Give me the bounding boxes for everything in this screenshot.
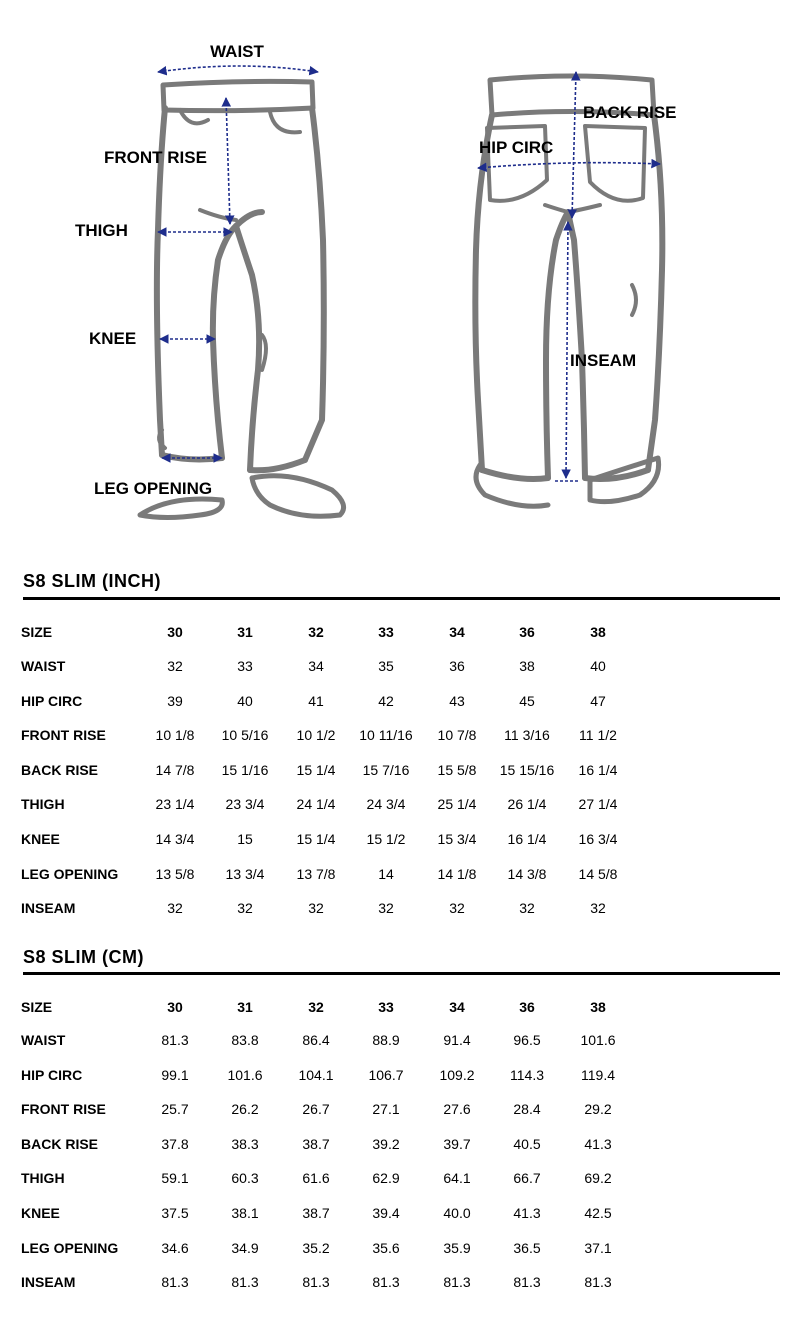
table-row xyxy=(0,787,803,821)
row-label: KNEE xyxy=(21,831,60,847)
table-cell: 119.4 xyxy=(581,1066,615,1083)
table-cell: 25.7 xyxy=(161,1101,189,1118)
table-cell: 23 3/4 xyxy=(225,796,265,813)
size-cell: 36 xyxy=(519,624,535,640)
table-cell: 45 xyxy=(519,692,535,709)
table-cell: 38.7 xyxy=(302,1205,330,1221)
table-row xyxy=(0,649,803,683)
table-cell: 109.2 xyxy=(439,1066,475,1083)
size-cell: 38 xyxy=(590,624,606,640)
table-cell: 64.1 xyxy=(443,1170,471,1187)
table-cell: 32 xyxy=(519,900,535,917)
table-cell: 37.1 xyxy=(584,1239,612,1256)
table-cell: 35.9 xyxy=(443,1239,471,1256)
back-rise-label: BACK RISE xyxy=(583,103,677,122)
table-cell: 106.7 xyxy=(368,1066,404,1083)
row-label: HIP CIRC xyxy=(21,1066,83,1083)
row-label: BACK RISE xyxy=(21,1135,99,1152)
table-cell: 38.1 xyxy=(231,1205,259,1221)
table-cell: 15 15/16 xyxy=(499,761,555,778)
size-label: SIZE xyxy=(21,999,53,1015)
table-cell: 41.3 xyxy=(513,1205,541,1221)
row-label: HIP CIRC xyxy=(21,692,83,709)
table-cell: 34 xyxy=(308,658,324,674)
table-cell: 14 1/8 xyxy=(437,865,477,882)
table-cell: 34.6 xyxy=(161,1239,189,1256)
table-header-row xyxy=(0,990,803,1024)
inch-table-title: S8 SLIM (INCH) xyxy=(23,571,162,591)
back-rise-arrow xyxy=(572,72,576,218)
thigh-label: THIGH xyxy=(75,221,128,240)
table-cell: 114.3 xyxy=(510,1066,544,1083)
table-cell: 36 xyxy=(449,658,465,674)
table-cell: 24 3/4 xyxy=(366,796,406,813)
table-cell: 91.4 xyxy=(443,1032,471,1048)
table-cell: 86.4 xyxy=(302,1032,330,1048)
table-cell: 13 7/8 xyxy=(296,865,336,882)
table-cell: 15 1/16 xyxy=(221,761,269,778)
table-cell: 35.2 xyxy=(302,1239,330,1256)
table-cell: 38 xyxy=(519,658,535,674)
table-cell: 81.3 xyxy=(513,1274,541,1291)
table-row xyxy=(0,753,803,787)
table-cell: 27.1 xyxy=(372,1101,400,1118)
table-cell: 16 1/4 xyxy=(578,761,618,778)
inseam-label: INSEAM xyxy=(570,351,637,370)
table-cell: 40 xyxy=(237,692,253,709)
table-cell: 40.5 xyxy=(513,1135,541,1152)
table-row xyxy=(0,891,803,925)
row-label: WAIST xyxy=(21,658,66,674)
table-cell: 26.2 xyxy=(231,1101,259,1118)
table-cell: 36.5 xyxy=(513,1239,541,1256)
table-cell: 96.5 xyxy=(513,1032,541,1048)
table-cell: 35 xyxy=(378,658,394,674)
table-cell: 13 3/4 xyxy=(225,865,265,882)
table-cell: 32 xyxy=(237,900,253,917)
size-label: SIZE xyxy=(21,624,53,640)
size-cell: 32 xyxy=(308,999,324,1015)
table-cell: 101.6 xyxy=(580,1032,616,1048)
table-row xyxy=(0,718,803,752)
table-cell: 42 xyxy=(378,692,394,709)
table-cell: 42.5 xyxy=(584,1205,612,1221)
table-cell: 37.8 xyxy=(161,1135,189,1152)
table-cell: 37.5 xyxy=(161,1205,189,1221)
table-cell: 81.3 xyxy=(302,1274,330,1291)
size-cell: 30 xyxy=(167,999,183,1015)
size-cell: 31 xyxy=(237,999,253,1015)
table-cell: 38.3 xyxy=(231,1135,259,1152)
cm-table-title: S8 SLIM (CM) xyxy=(23,947,144,967)
table-cell: 15 1/4 xyxy=(296,761,336,778)
table-row xyxy=(0,1092,803,1126)
waist-label: WAIST xyxy=(210,42,264,61)
row-label: FRONT RISE xyxy=(21,1101,106,1118)
table-cell: 29.2 xyxy=(584,1101,612,1118)
table-row xyxy=(0,1265,803,1299)
row-label: WAIST xyxy=(21,1032,66,1048)
table-cell: 41 xyxy=(308,692,324,709)
table-cell: 10 1/2 xyxy=(296,727,336,744)
table-cell: 47 xyxy=(590,692,606,709)
table-cell: 11 3/16 xyxy=(504,727,550,744)
table-row xyxy=(0,1058,803,1092)
table-cell: 32 xyxy=(167,900,183,917)
table-cell: 39.7 xyxy=(443,1135,471,1152)
hip-circ-arrow xyxy=(478,163,660,168)
table-cell: 16 1/4 xyxy=(507,831,547,847)
table-cell: 26.7 xyxy=(302,1101,330,1118)
table-cell: 24 1/4 xyxy=(296,796,336,813)
table-cell: 81.3 xyxy=(372,1274,400,1291)
row-label: FRONT RISE xyxy=(21,727,106,744)
table-cell: 81.3 xyxy=(584,1274,612,1291)
table-cell: 10 1/8 xyxy=(155,727,195,744)
table-header-row xyxy=(0,615,803,649)
table-cell: 83.8 xyxy=(231,1032,259,1048)
inseam-arrow xyxy=(566,222,568,478)
table-cell: 15 1/4 xyxy=(296,831,336,847)
table-cell: 81.3 xyxy=(231,1274,259,1291)
row-label: INSEAM xyxy=(21,1274,76,1291)
table-cell: 14 7/8 xyxy=(155,761,195,778)
table-row xyxy=(0,857,803,891)
cm-table-rule xyxy=(23,972,780,975)
table-cell: 32 xyxy=(590,900,606,917)
table-cell: 15 xyxy=(237,831,253,847)
table-cell: 43 xyxy=(449,692,465,709)
row-label: LEG OPENING xyxy=(21,1239,119,1256)
table-cell: 25 1/4 xyxy=(437,796,477,813)
table-row xyxy=(0,684,803,718)
size-cell: 33 xyxy=(378,624,394,640)
table-cell: 32 xyxy=(378,900,394,917)
size-cell: 30 xyxy=(167,624,183,640)
table-cell: 104.1 xyxy=(298,1066,334,1083)
table-cell: 14 3/4 xyxy=(155,831,195,847)
table-cell: 23 1/4 xyxy=(155,796,195,813)
front-rise-arrow xyxy=(226,98,230,224)
table-cell: 15 5/8 xyxy=(437,761,477,778)
table-cell: 15 3/4 xyxy=(437,831,477,847)
row-label: BACK RISE xyxy=(21,761,99,778)
table-row xyxy=(0,1127,803,1161)
size-cell: 34 xyxy=(449,624,465,640)
table-cell: 10 7/8 xyxy=(437,727,477,744)
table-cell: 99.1 xyxy=(161,1066,189,1083)
table-cell: 41.3 xyxy=(584,1135,612,1152)
table-cell: 16 3/4 xyxy=(578,831,618,847)
table-cell: 15 1/2 xyxy=(366,831,406,847)
row-label: THIGH xyxy=(21,1170,65,1187)
front-pants-illustration xyxy=(140,81,344,517)
leg-opening-label: LEG OPENING xyxy=(94,479,213,498)
size-cell: 31 xyxy=(237,624,253,640)
table-cell: 81.3 xyxy=(161,1032,189,1048)
table-cell: 59.1 xyxy=(161,1170,189,1187)
table-cell: 61.6 xyxy=(302,1170,330,1187)
size-cell: 32 xyxy=(308,624,324,640)
table-cell: 39.2 xyxy=(372,1135,400,1152)
knee-label: KNEE xyxy=(89,329,137,348)
row-label: LEG OPENING xyxy=(21,865,119,882)
table-cell: 40.0 xyxy=(443,1205,471,1221)
size-cell: 34 xyxy=(449,999,465,1015)
table-cell: 101.6 xyxy=(227,1066,263,1083)
table-cell: 10 5/16 xyxy=(221,727,269,744)
table-cell: 60.3 xyxy=(231,1170,259,1187)
table-cell: 81.3 xyxy=(443,1274,471,1291)
table-cell: 40 xyxy=(590,658,606,674)
size-cell: 36 xyxy=(519,999,535,1015)
table-row xyxy=(0,1023,803,1057)
table-cell: 27 1/4 xyxy=(578,796,618,813)
table-cell: 33 xyxy=(237,658,253,674)
row-label: INSEAM xyxy=(21,900,76,917)
table-cell: 10 11/16 xyxy=(359,727,413,744)
table-row xyxy=(0,1196,803,1230)
table-cell: 13 5/8 xyxy=(155,865,195,882)
table-cell: 32 xyxy=(449,900,465,917)
inch-table-rule xyxy=(23,597,780,600)
table-cell: 26 1/4 xyxy=(507,796,547,813)
table-cell: 15 7/16 xyxy=(362,761,410,778)
table-cell: 27.6 xyxy=(443,1101,471,1118)
measurement-diagram xyxy=(0,0,803,540)
table-cell: 38.7 xyxy=(302,1135,330,1152)
table-cell: 62.9 xyxy=(372,1170,400,1187)
table-cell: 14 3/8 xyxy=(507,865,547,882)
table-cell: 28.4 xyxy=(513,1101,541,1118)
table-cell: 69.2 xyxy=(584,1170,612,1187)
table-cell: 39.4 xyxy=(372,1205,400,1221)
table-cell: 88.9 xyxy=(372,1032,400,1048)
table-row xyxy=(0,822,803,856)
table-cell: 34.9 xyxy=(231,1239,259,1256)
table-cell: 39 xyxy=(167,692,183,709)
hip-circ-label: HIP CIRC xyxy=(479,138,554,157)
size-cell: 33 xyxy=(378,999,394,1015)
table-cell: 14 5/8 xyxy=(578,865,618,882)
table-cell: 32 xyxy=(308,900,324,917)
table-cell: 66.7 xyxy=(513,1170,541,1187)
row-label: THIGH xyxy=(21,796,65,813)
table-cell: 35.6 xyxy=(372,1239,400,1256)
table-cell: 81.3 xyxy=(161,1274,189,1291)
table-cell: 11 1/2 xyxy=(579,727,617,744)
table-cell: 14 xyxy=(378,865,394,882)
table-row xyxy=(0,1231,803,1265)
table-row xyxy=(0,1161,803,1195)
waist-arrow xyxy=(158,66,318,72)
row-label: KNEE xyxy=(21,1205,60,1221)
table-cell: 32 xyxy=(167,658,183,674)
front-rise-label: FRONT RISE xyxy=(104,148,207,167)
size-cell: 38 xyxy=(590,999,606,1015)
